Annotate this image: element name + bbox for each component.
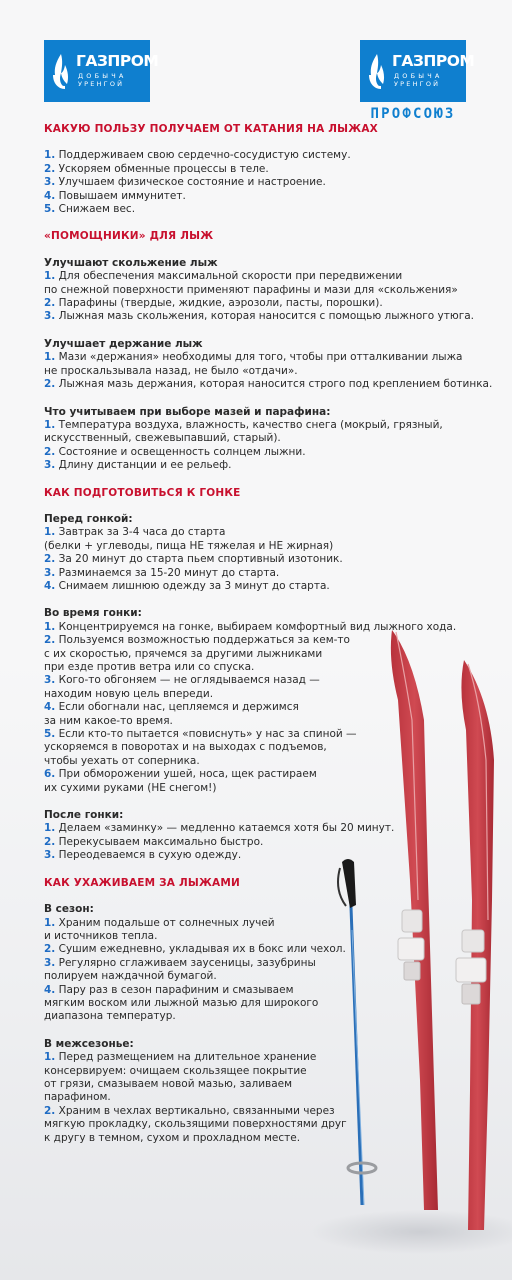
list-item xyxy=(44,661,464,674)
section-title: КАКУЮ ПОЛЬЗУ ПОЛУЧАЕМ ОТ КАТАНИЯ НА ЛЫЖАХ xyxy=(44,123,378,135)
list-item xyxy=(44,580,464,593)
subsection xyxy=(44,337,493,392)
item-text: Парафины (твердые, жидкие, аэрозоли, пасты, порошки). xyxy=(55,297,383,310)
list-item xyxy=(44,526,464,539)
item-text: Улучшаем физическое состояние и настроение. xyxy=(55,176,326,189)
item-number: 6. xyxy=(44,768,56,781)
item-text: Состояние и освещенность солнцем лыжни. xyxy=(55,445,306,458)
item-number: 4. xyxy=(44,983,56,996)
item-number: 1. xyxy=(44,916,56,929)
subsection xyxy=(44,607,464,795)
item-number: 3. xyxy=(44,459,56,472)
item-number: 1. xyxy=(44,822,56,835)
list-item xyxy=(44,1065,464,1078)
item-text: Снимаем лишнюю одежду за 3 минут до старта. xyxy=(55,579,330,592)
brand-sub2: УРЕНГОЙ xyxy=(394,80,441,89)
item-number: 2. xyxy=(44,553,56,566)
item-text: с их скоростью, прячемся за другими лыжниками xyxy=(44,647,323,660)
subsection-heading: Что учитываем при выборе мазей и парафина: xyxy=(44,405,331,418)
item-text: При обморожении ушей, носа, щек растираем xyxy=(55,768,317,781)
list-item xyxy=(44,149,464,162)
section-4 xyxy=(44,877,464,1145)
item-text: За 20 минут до старта пьем спортивный изотоник. xyxy=(55,553,343,566)
brand-sub1: ДОБЫЧА xyxy=(78,71,127,80)
item-text: Пару раз в сезон парафиним и смазываем xyxy=(55,983,294,996)
list-item xyxy=(44,1118,464,1131)
section-title: КАК УХАЖИВАЕМ ЗА ЛЫЖАМИ xyxy=(44,876,240,889)
list-item xyxy=(44,351,464,364)
item-text: Снижаем вес. xyxy=(55,203,136,216)
brand-sub1: ДОБЫЧА xyxy=(394,71,443,80)
list-item xyxy=(44,728,464,741)
item-text: Поддерживаем свою сердечно-сосудистую систему. xyxy=(55,149,351,162)
list-item xyxy=(44,970,464,983)
list-item xyxy=(44,917,464,930)
item-text: Если обогнали нас, цепляемся и держимся xyxy=(55,701,299,714)
list-item xyxy=(44,621,464,634)
list-item xyxy=(44,297,464,310)
item-text: Ускоряем обменные процессы в теле. xyxy=(55,162,269,175)
item-number: 1. xyxy=(44,1051,56,1064)
union-label: ПРОФСОЮЗ xyxy=(370,106,456,122)
item-text: Лыжная мазь скольжения, которая наносится с помощью лыжного утюга. xyxy=(55,310,475,323)
list-item xyxy=(44,1078,464,1091)
item-text: Для обеспечения максимальной скорости при передвижении xyxy=(55,270,403,283)
subsection xyxy=(44,406,464,473)
item-text: Сушим ежедневно, укладывая их в бокс или чехол. xyxy=(55,943,346,956)
item-text: диапазона температур. xyxy=(44,1010,176,1023)
item-number: 1. xyxy=(44,620,56,633)
item-text: к другу в темном, сухом и прохладном месте. xyxy=(44,1131,301,1144)
list-item xyxy=(44,1051,464,1064)
item-text: Пользуемся возможностью поддержаться за кем-то xyxy=(55,634,350,647)
item-text: Регулярно сглаживаем заусеницы, зазубрины xyxy=(55,956,316,969)
item-text: Делаем «заминку» — медленно катаемся хотя бы 20 минут. xyxy=(55,822,395,835)
item-number: 3. xyxy=(44,674,56,687)
brand-sub2: УРЕНГОЙ xyxy=(78,80,125,89)
item-text: Если кто-то пытается «повиснуть» у нас за спиной — xyxy=(55,728,357,741)
item-number: 2. xyxy=(44,445,56,458)
list-item xyxy=(44,365,464,378)
item-number: 2. xyxy=(44,162,56,175)
list-item xyxy=(44,284,464,297)
subsection-heading: Улучшает держание лыж xyxy=(44,337,203,350)
list-item xyxy=(44,768,464,781)
list-item xyxy=(44,203,464,216)
list-item xyxy=(44,984,464,997)
item-number: 1. xyxy=(44,351,56,364)
item-text: Завтрак за 3-4 часа до старта xyxy=(55,526,226,539)
item-text: ускоряемся в поворотах и на выходах с подъемов, xyxy=(44,741,327,754)
list-item xyxy=(44,1091,464,1104)
item-text: Храним в чехлах вертикально, связанными через xyxy=(55,1104,335,1117)
brand-name: ГАЗПРОМ xyxy=(76,52,159,71)
list-item xyxy=(44,701,464,714)
item-text: Разминаемся за 15-20 минут до старта. xyxy=(55,566,280,579)
item-number: 2. xyxy=(44,835,56,848)
item-number: 2. xyxy=(44,634,56,647)
list-item xyxy=(44,930,464,943)
subsection xyxy=(44,256,475,324)
list-item xyxy=(44,176,464,189)
item-text: по снежной поверхности применяют парафины и мази для «скольжения» xyxy=(44,283,458,296)
subsection xyxy=(44,149,464,216)
list-item xyxy=(44,634,464,647)
section-3 xyxy=(44,487,464,863)
list-item xyxy=(44,567,464,580)
item-text: чтобы уехать от соперника. xyxy=(44,754,200,767)
item-text: Перед размещением на длительное хранение xyxy=(55,1051,317,1064)
subsection xyxy=(44,903,464,1024)
item-number: 3. xyxy=(44,566,56,579)
item-text: парафином. xyxy=(44,1091,111,1104)
item-text: их сухими руками (НЕ снегом!) xyxy=(44,781,217,794)
list-item xyxy=(44,419,464,432)
item-text: мягкую прокладку, скользящими поверхностями друг xyxy=(44,1118,347,1131)
leaflet-content xyxy=(44,123,493,1159)
item-number: 5. xyxy=(44,203,56,216)
list-item xyxy=(44,822,464,835)
section-2 xyxy=(44,230,493,472)
list-item xyxy=(44,553,464,566)
list-item xyxy=(44,648,464,661)
item-number: 2. xyxy=(44,297,56,310)
item-text: не проскальзывала назад, не было «отдачи». xyxy=(44,364,298,377)
section-title: «ПОМОЩНИКИ» ДЛЯ ЛЫЖ xyxy=(44,230,214,243)
list-item xyxy=(44,943,464,956)
brand-name: ГАЗПРОМ xyxy=(392,52,475,71)
item-number: 3. xyxy=(44,956,56,969)
subsection-heading: Во время гонки: xyxy=(44,607,142,620)
subsection-heading: В сезон: xyxy=(44,903,94,916)
subsection-heading: Улучшают скольжение лыж xyxy=(44,256,218,269)
list-item xyxy=(44,674,464,687)
item-text: и источников тепла. xyxy=(44,929,158,942)
section-1 xyxy=(44,123,464,216)
list-item xyxy=(44,163,464,176)
item-text: мягким воском или лыжной мазью для широкого xyxy=(44,996,319,1009)
item-number: 2. xyxy=(44,943,56,956)
item-number: 1. xyxy=(44,526,56,539)
list-item xyxy=(44,1105,464,1118)
subsection xyxy=(44,809,464,863)
list-item xyxy=(44,1132,464,1145)
subsection-heading: После гонки: xyxy=(44,809,124,822)
item-text: Храним подальше от солнечных лучей xyxy=(55,916,275,929)
item-text: Температура воздуха, влажность, качество снега (мокрый, грязный, xyxy=(55,418,443,431)
item-number: 1. xyxy=(44,270,56,283)
list-item xyxy=(44,190,464,203)
item-text: при езде против ветра или со спуска. xyxy=(44,661,255,673)
item-text: консервируем: очищаем скользящее покрытие xyxy=(44,1064,307,1077)
list-item xyxy=(44,782,464,795)
list-item xyxy=(44,378,493,391)
list-item xyxy=(44,446,464,459)
item-number: 1. xyxy=(44,418,56,431)
item-text: Длину дистанции и ее рельеф. xyxy=(55,459,232,472)
item-number: 3. xyxy=(44,310,56,323)
item-number: 3. xyxy=(44,849,56,862)
item-text: находим новую цель впереди. xyxy=(44,687,214,700)
list-item xyxy=(44,836,464,849)
item-text: Лыжная мазь держания, которая наносится строго под креплением ботинка. xyxy=(55,378,493,391)
item-number: 4. xyxy=(44,701,56,714)
item-text: искусственный, свежевыпавший, старый). xyxy=(44,432,281,445)
subsection-heading: Перед гонкой: xyxy=(44,512,133,525)
list-item xyxy=(44,755,464,768)
subsection xyxy=(44,1038,464,1145)
item-number: 1. xyxy=(44,149,56,162)
item-text: от грязи, смазываем новой мазью, заливаем xyxy=(44,1077,293,1090)
item-text: Переодеваемся в сухую одежду. xyxy=(55,849,242,862)
list-item xyxy=(44,688,464,701)
list-item xyxy=(44,270,464,283)
list-item xyxy=(44,310,475,323)
subsection xyxy=(44,513,464,593)
list-item xyxy=(44,540,464,553)
item-text: Кого-то обгоняем — не оглядываемся назад — xyxy=(55,674,320,687)
item-text: полируем наждачной бумагой. xyxy=(44,970,217,983)
list-item xyxy=(44,997,464,1010)
list-item xyxy=(44,741,464,754)
list-item xyxy=(44,957,464,970)
item-number: 2. xyxy=(44,378,56,391)
section-title: КАК ПОДГОТОВИТЬСЯ К ГОНКЕ xyxy=(44,486,241,499)
item-number: 4. xyxy=(44,579,56,592)
list-item xyxy=(44,715,464,728)
item-text: за ним какое-то время. xyxy=(44,714,173,727)
subsection-heading: В межсезонье: xyxy=(44,1037,134,1050)
item-number: 3. xyxy=(44,176,56,189)
list-item xyxy=(44,849,464,862)
item-text: Мази «держания» необходимы для того, чтобы при отталкивании лыжа xyxy=(55,351,463,364)
list-item xyxy=(44,459,464,472)
item-text: Концентрируемся на гонке, выбираем комфортный вид лыжного хода. xyxy=(55,620,457,633)
item-text: Перекусываем максимально быстро. xyxy=(55,835,264,848)
list-item xyxy=(44,432,464,445)
item-number: 4. xyxy=(44,189,56,202)
item-text: Повышаем иммунитет. xyxy=(55,189,186,202)
item-number: 5. xyxy=(44,728,56,741)
item-number: 2. xyxy=(44,1104,56,1117)
list-item xyxy=(44,1010,464,1023)
item-text: (белки + углеводы, пища НЕ тяжелая и НЕ жирная) xyxy=(44,539,334,552)
